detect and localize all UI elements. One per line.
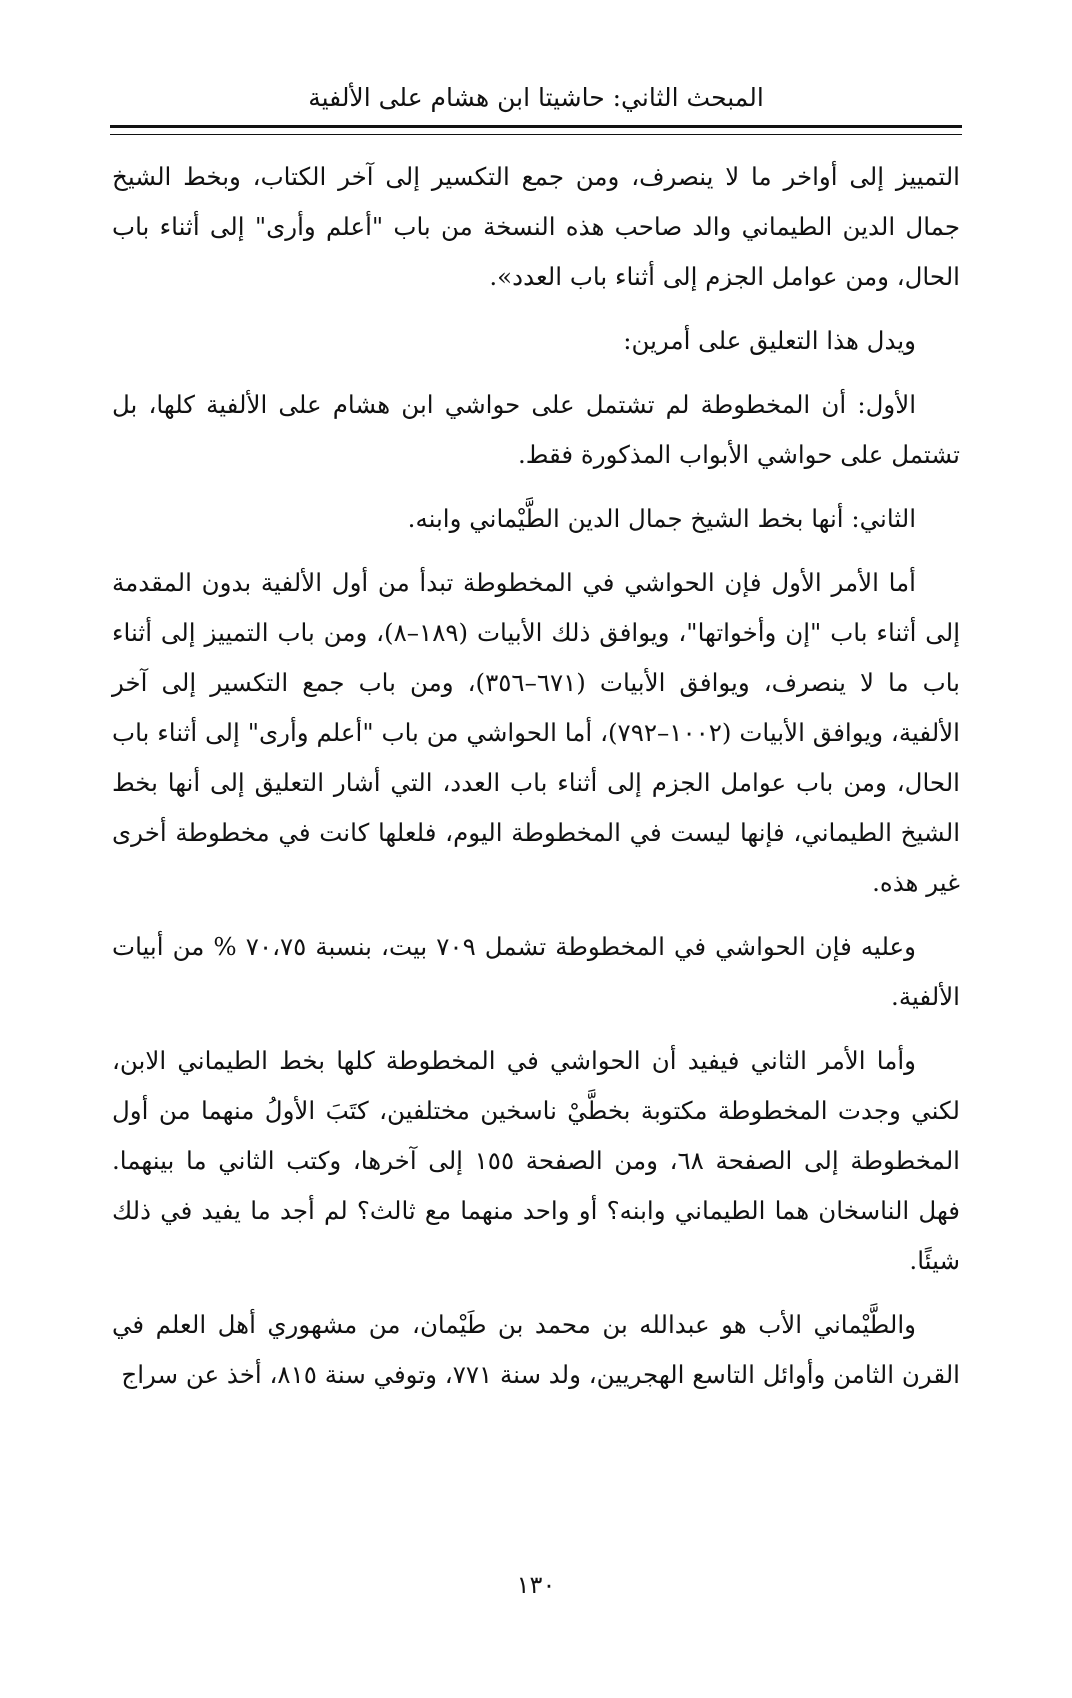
paragraph: التمييز إلى أواخر ما لا ينصرف، ومن جمع التكسير إلى آخر الكتاب، وبخط الشيخ جمال الدين الطيماني والد صاحب هذه النسخة من باب "أعلم وأرى" إلى أثناء باب الحال، ومن عوامل الجزم إلى أثناء باب العدد». [112, 162, 960, 291]
paragraph: أما الأمر الأول فإن الحواشي في المخطوطة تبدأ من أول الألفية بدون المقدمة إلى أثناء باب "إن وأخواتها"، ويوافق ذلك الأبيات (١٨٩–٨)، ومن باب التمييز إلى أثناء باب ما لا ينصرف، ويوافق الأبيات (٦٧١–٣٥٦)، ومن باب جمع التكسير إلى آخر الألفية، ويوافق الأبيات (١٠٠٢–٧٩٢)، أما الحواشي من باب "أعلم وأرى" إلى أثناء باب الحال، ومن باب عوامل الجزم إلى أثناء باب العدد، التي أشار التعليق إلى أنها بخط الشيخ الطيماني، فإنها ليست في المخطوطة اليوم، فلعلها كانت في مخطوطة أخرى غير هذه. [112, 568, 960, 897]
header-rule-thick [110, 125, 962, 128]
page-number: ١٣٠ [516, 1571, 556, 1599]
paragraph: ويدل هذا التعليق على أمرين: [623, 326, 916, 355]
paragraph: الثاني: أنها بخط الشيخ جمال الدين الطَّيْماني وابنه. [407, 504, 916, 533]
paragraph: والطَّيْماني الأب هو عبدالله بن محمد بن طَيْمان، من مشهوري أهل العلم في القرن الثامن وأوائل التاسع الهجريين، ولد سنة ٧٧١، وتوفي سنة ٨١٥، أخذ عن سراج [112, 1310, 960, 1389]
body-text [112, 152, 960, 1414]
running-header: المبحث الثاني: حاشيتا ابن هشام على الألفية [308, 83, 764, 112]
paragraph: وأما الأمر الثاني فيفيد أن الحواشي في المخطوطة كلها بخط الطيماني الابن، لكني وجدت المخطوطة مكتوبة بخطَّيْ ناسخين مختلفين، كتَبَ الأولُ منهما من أول المخطوطة إلى الصفحة ٦٨، ومن الصفحة ١٥٥ إلى آخرها، وكتب الثاني ما بينهما. فهل الناسخان هما الطيماني وابنه؟ أو واحد منهما مع ثالث؟ لم أجد ما يفيد في ذلك شيئًا. [112, 1046, 960, 1275]
paragraph: وعليه فإن الحواشي في المخطوطة تشمل ٧٠٩ بيت، بنسبة ٧٠،٧٥ % من أبيات الألفية. [112, 932, 960, 1011]
paragraph: الأول: أن المخطوطة لم تشتمل على حواشي ابن هشام على الألفية كلها، بل تشتمل على حواشي الأبواب المذكورة فقط. [112, 390, 960, 469]
header-rule-thin [110, 134, 962, 135]
